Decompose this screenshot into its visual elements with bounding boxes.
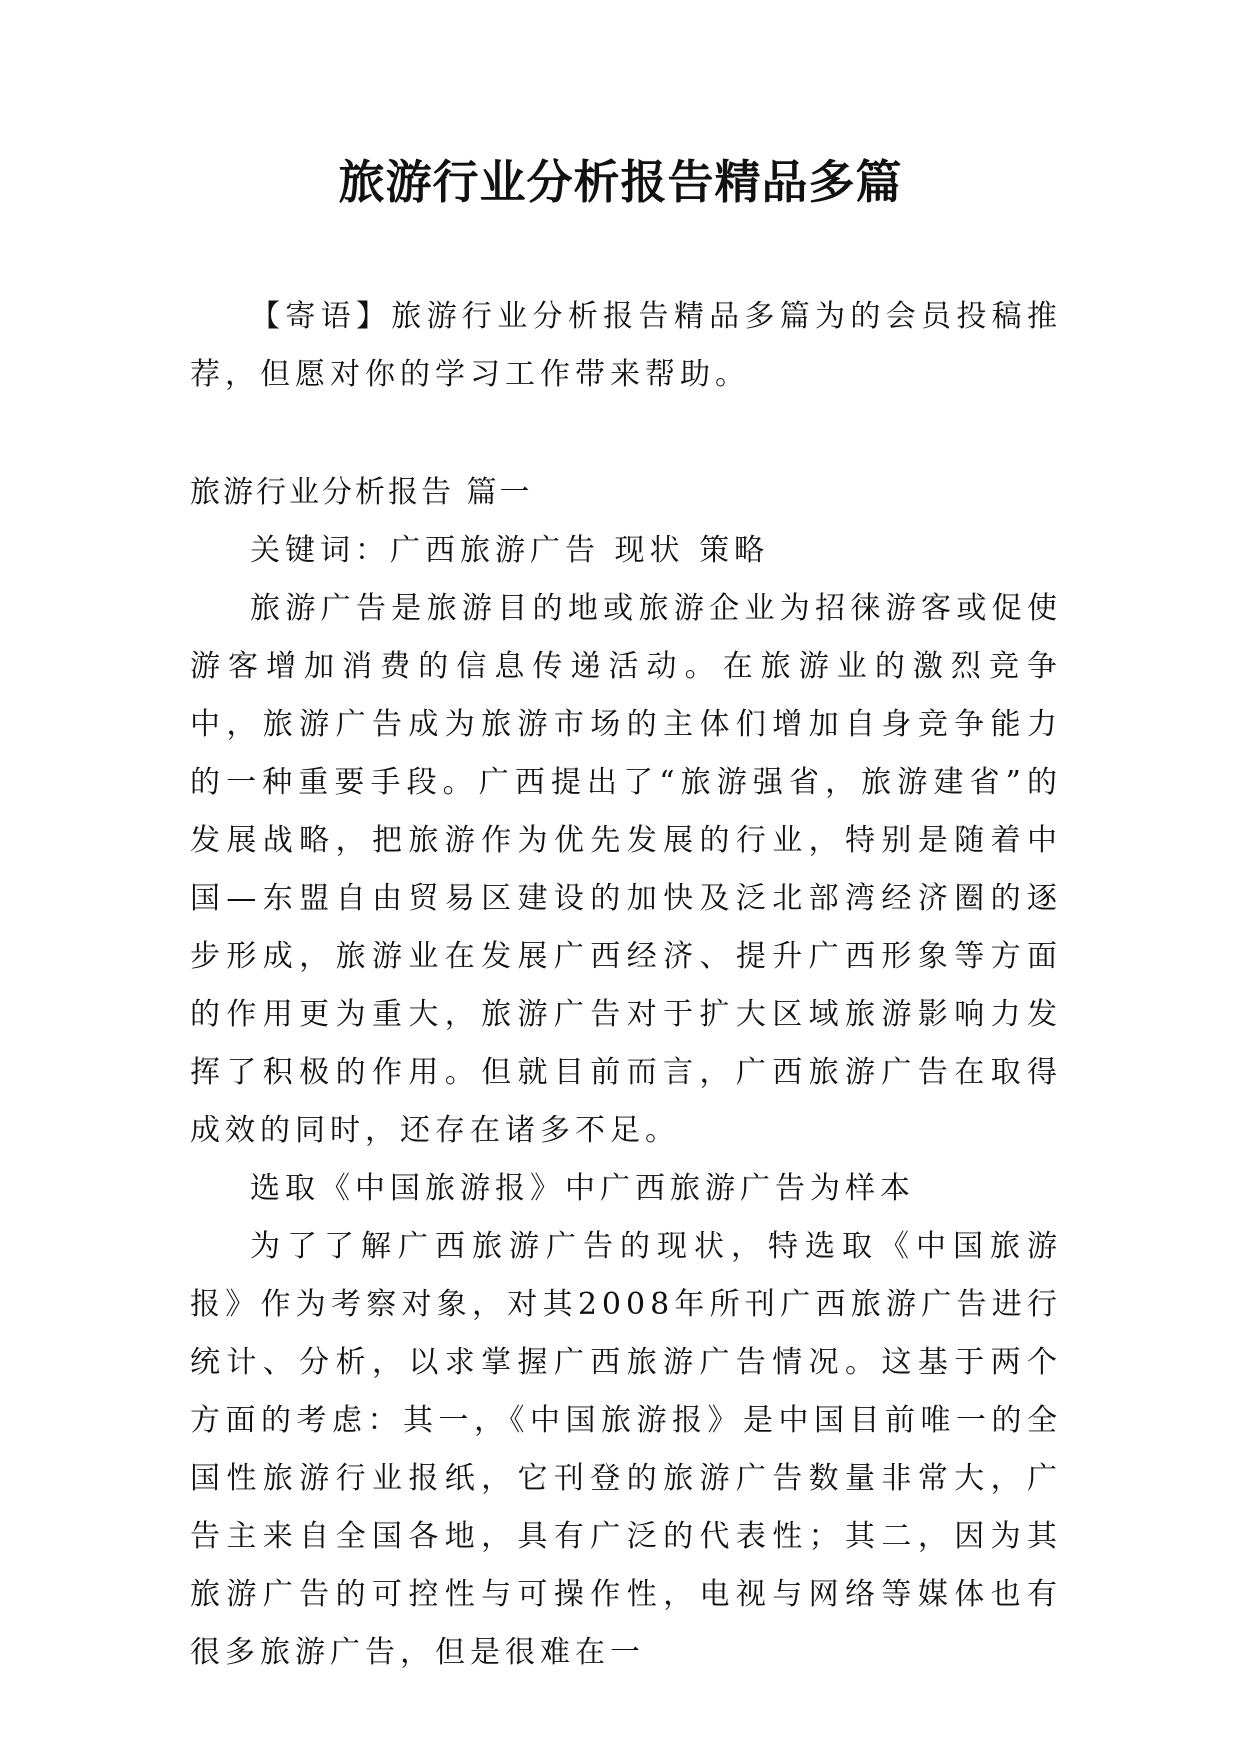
subheading-line: 选取《中国旅游报》中广西旅游广告为样本 bbox=[250, 1171, 915, 1206]
section-heading: 旅游行业分析报告 篇一 bbox=[190, 475, 533, 510]
page-title: 旅游行业分析报告精品多篇 bbox=[338, 155, 903, 209]
body-paragraph: 旅游广告是旅游目的地或旅游企业为招徕游客或促使游客增加消费的信息传递活动。在旅游业的激烈竞争中，旅游广告成为旅游市场的主体们增加自身竞争能力的一种重要手段。广西提出了“旅游强省，旅游建省”的发展战略，把旅游作为优先发展的行业，特别是随着中国—东盟自由贸易区建设的加快及泛北部湾经济圈的逐步形成，旅游业在发展广西经济、提升广西形象等方面的作用更为重大，旅游广告对于扩大区域旅游影响力发挥了积极的作用。但就目前而言，广西旅游广告在取得成效的同时，还存在诸多不足。 bbox=[190, 591, 1062, 1148]
intro-paragraph: 【寄语】旅游行业分析报告精品多篇为的会员投稿推荐，但愿对你的学习工作带来帮助。 bbox=[190, 299, 1062, 392]
keywords-line: 关键词：广西旅游广告 现状 策略 bbox=[250, 533, 770, 568]
document-body bbox=[190, 288, 1062, 1682]
body-paragraph: 为了了解广西旅游广告的现状，特选取《中国旅游报》作为考察对象，对其2008年所刊广西旅游广告进行统计、分析，以求掌握广西旅游广告情况。这基于两个方面的考虑：其一，《中国旅游报》是中国目前唯一的全国性旅游行业报纸，它刊登的旅游广告数量非常大，广告主来自全国各地，具有广泛的代表性；其二，因为其旅游广告的可控性与可操作性，电视与网络等媒体也有很多旅游广告，但是很难在一 bbox=[190, 1229, 1062, 1670]
